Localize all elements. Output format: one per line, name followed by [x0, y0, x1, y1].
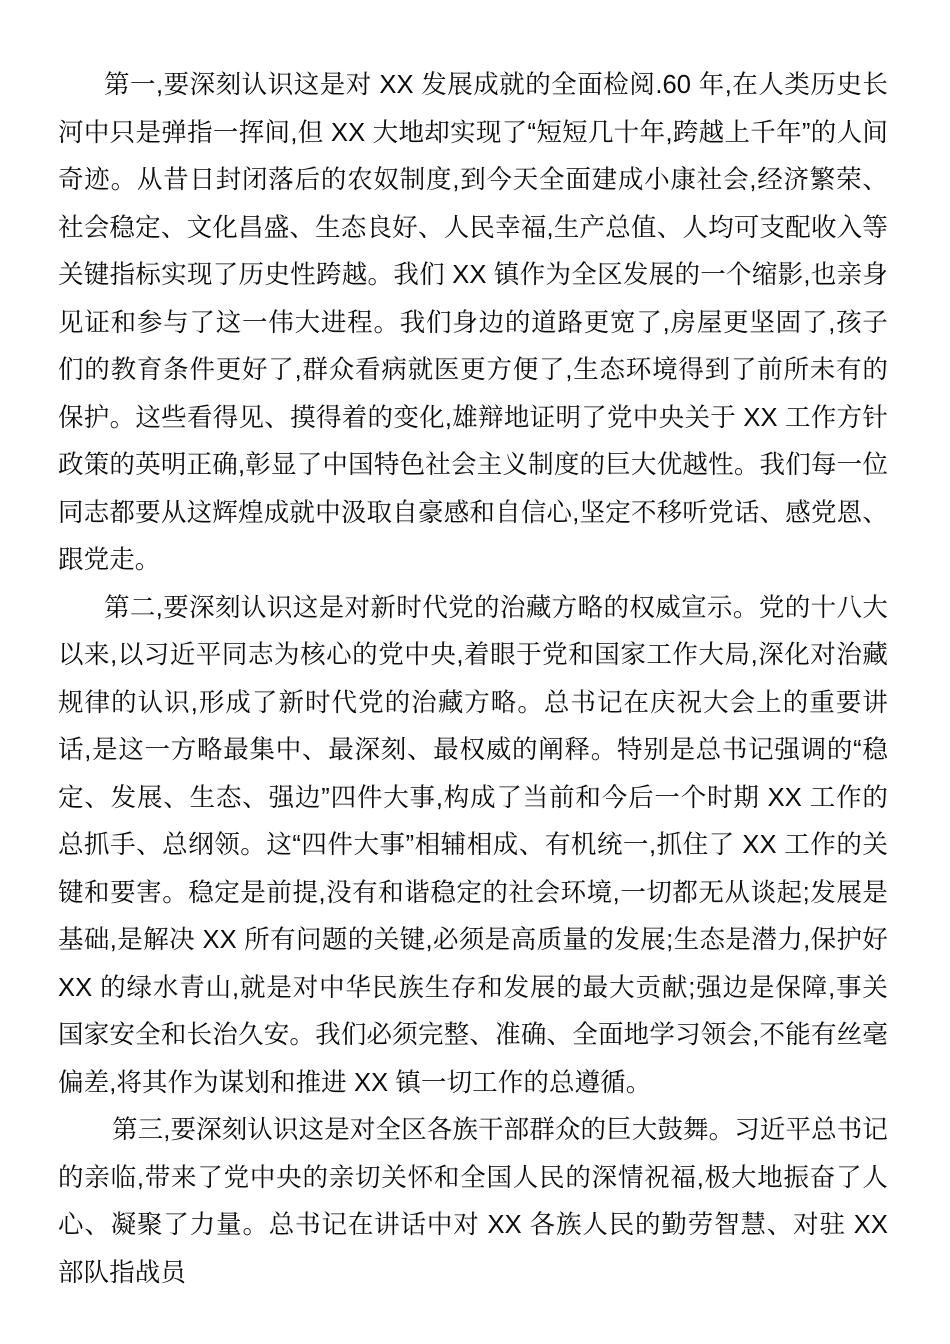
- paragraph-1: 第一,要深刻认识这是对 XX 发展成就的全面检阅.60 年,在人类历史长河中只是弹指一挥间,但 XX 大地却实现了“短短几十年,跨越上千年”的人间奇迹。从昔日封闭落后的农奴制度,到今天全面建成小康社会,经济繁荣、社会稳定、文化昌盛、生态良好、人民幸福,生产总值、人均可支配收入等关键指标实现了历史性跨越。我们 XX 镇作为全区发展的一个缩影,也亲身见证和参与了这一伟大进程。我们身边的道路更宽了,房屋更坚固了,孩子们的教育条件更好了,群众看病就医更方便了,生态环境得到了前所未有的保护。这些看得见、摸得着的变化,雄辩地证明了党中央关于 XX 工作方针政策的英明正确,彰显了中国特色社会主义制度的巨大优越性。我们每一位同志都要从这辉煌成就中汲取自豪感和自信心,坚定不移听党话、感党恩、跟党走。: [58, 71, 888, 574]
- document-body: [58, 62, 888, 1297]
- paragraph-3: 第三,要深刻认识这是对全区各族干部群众的巨大鼓舞。习近平总书记的亲临,带来了党中央的亲切关怀和全国人民的深情祝福,极大地振奋了人心、凝聚了力量。总书记在讲话中对 XX 各族人民的勤劳智慧、对驻 XX 部队指战员: [58, 1116, 888, 1287]
- paragraph-2: 第二,要深刻认识这是对新时代党的治藏方略的权威宣示。党的十八大以来,以习近平同志为核心的党中央,着眼于党和国家工作大局,深化对治藏规律的认识,形成了新时代党的治藏方略。总书记在庆祝大会上的重要讲话,是这一方略最集中、最深刻、最权威的阐释。特别是总书记强调的“稳定、发展、生态、强边”四件大事,构成了当前和今后一个时期 XX 工作的总抓手、总纲领。这“四件大事”相辅相成、有机统一,抓住了 XX 工作的关键和要害。稳定是前提,没有和谐稳定的社会环境,一切都无从谈起;发展是基础,是解决 XX 所有问题的关键,必须是高质量的发展;生态是潜力,保护好 XX 的绿水青山,就是对中华民族生存和发展的最大贡献;强边是保障,事关国家安全和长治久安。我们必须完整、准确、全面地学习领会,不能有丝毫偏差,将其作为谋划和推进 XX 镇一切工作的总遵循。: [58, 593, 888, 1097]
